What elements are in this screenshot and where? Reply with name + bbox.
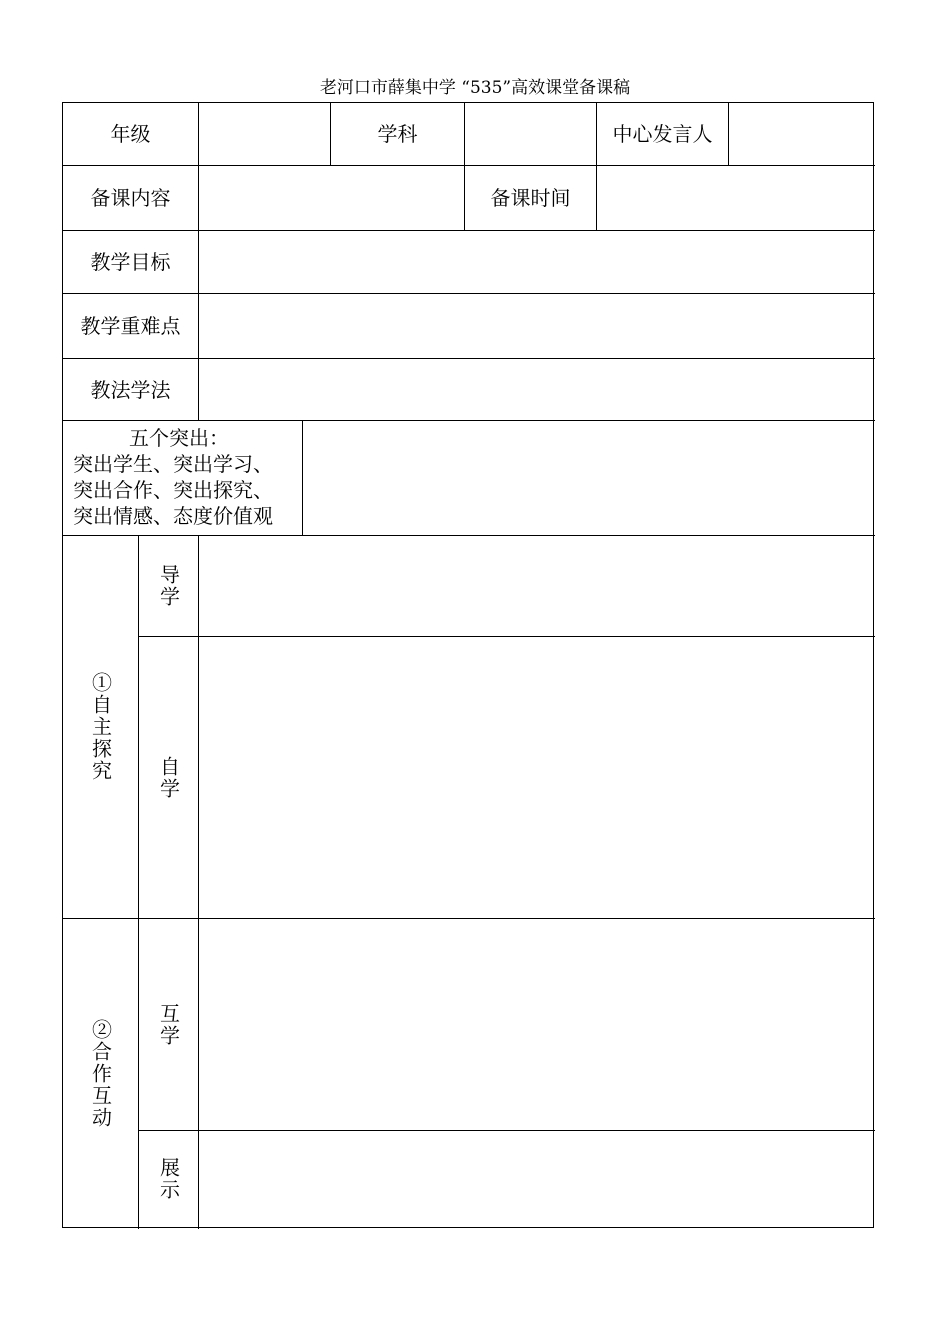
- five-highlights-line: 突出学生、突出学习、: [73, 452, 273, 476]
- cooperation-label: ②合作互动: [88, 1019, 113, 1129]
- key-points-value[interactable]: [199, 294, 875, 358]
- show-value[interactable]: [199, 1131, 875, 1227]
- show-cell: [139, 1131, 198, 1227]
- page-title: 老河口市薛集中学 “535”高效课堂备课稿: [319, 78, 631, 98]
- speaker-value[interactable]: [729, 103, 875, 165]
- content-value[interactable]: [199, 166, 464, 230]
- five-highlights-label: [63, 421, 302, 535]
- five-highlights-line: 突出合作、突出探究、: [73, 478, 273, 502]
- self-exploration-section: [63, 536, 138, 918]
- methods-value[interactable]: [199, 359, 875, 420]
- objectives-value[interactable]: [199, 231, 875, 293]
- grade-label: 年级: [110, 122, 151, 146]
- time-label: 备课时间: [490, 186, 571, 210]
- subject-value[interactable]: [465, 103, 596, 165]
- self-study-value[interactable]: [199, 637, 875, 918]
- guide-study-label: 导学: [156, 564, 181, 608]
- key-points-label: 教学重难点: [80, 314, 181, 338]
- mutual-study-cell: [139, 919, 198, 1130]
- self-study-cell: [139, 637, 198, 918]
- self-study-label: 自学: [156, 755, 181, 800]
- self-exploration-label: ①自主探究: [88, 672, 113, 782]
- mutual-study-label: 互学: [156, 1002, 181, 1047]
- content-label: 备课内容: [90, 186, 171, 210]
- show-label: 展示: [156, 1157, 181, 1201]
- speaker-label: 中心发言人: [612, 122, 713, 146]
- guide-study-cell: [139, 536, 198, 636]
- time-value[interactable]: [597, 166, 875, 230]
- cooperation-section: [63, 919, 138, 1229]
- guide-study-value[interactable]: [199, 536, 875, 636]
- lesson-plan-form: [62, 102, 874, 1228]
- five-highlights-line: 突出情感、态度价值观: [73, 504, 273, 528]
- methods-label: 教法学法: [90, 377, 171, 402]
- five-highlights-value[interactable]: [303, 421, 875, 535]
- mutual-study-value[interactable]: [199, 919, 875, 1130]
- five-highlights-heading: 五个突出：: [129, 426, 229, 450]
- objectives-label: 教学目标: [90, 250, 171, 274]
- subject-label: 学科: [377, 122, 418, 146]
- grade-value[interactable]: [199, 103, 330, 165]
